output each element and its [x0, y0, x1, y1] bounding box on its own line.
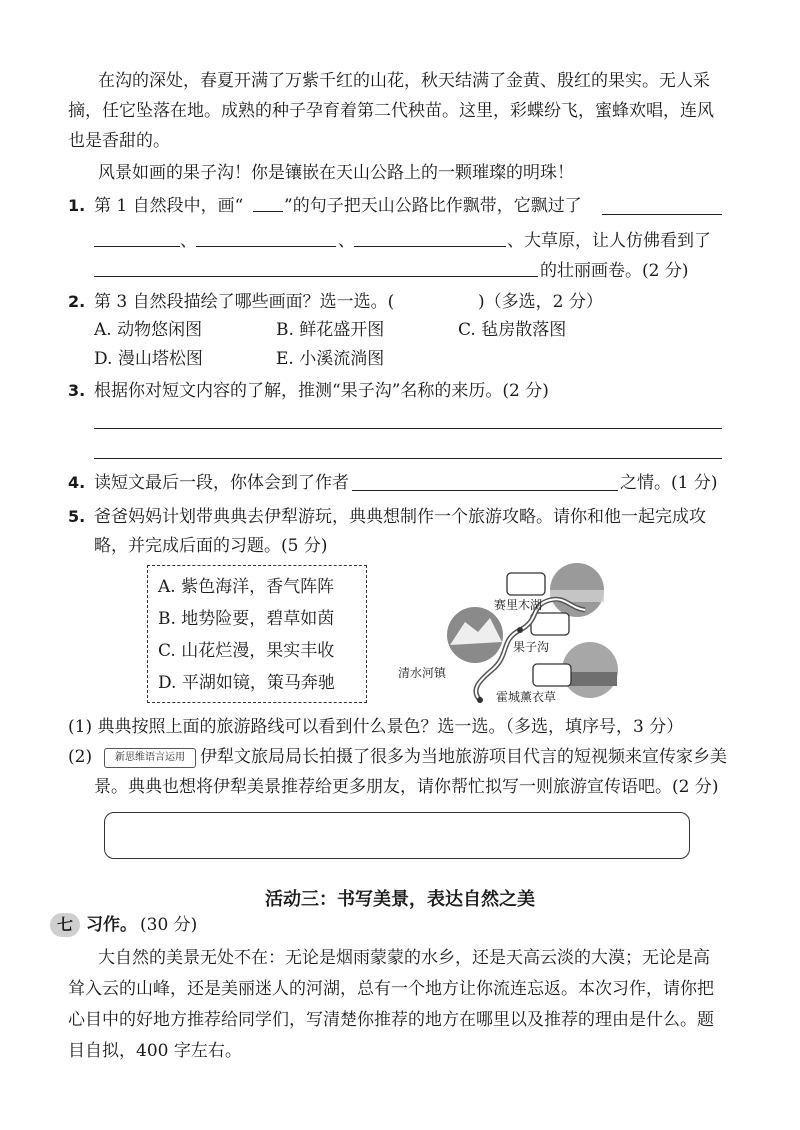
- prompt-line: 大自然的美景无处不在：无论是烟雨蒙蒙的水乡，还是天高云淡的大漠；无论是高: [98, 948, 710, 968]
- answer-blank[interactable]: [94, 276, 538, 277]
- map-label-qingshuihe: 清水河镇: [398, 666, 447, 680]
- answer-box[interactable]: [533, 664, 571, 686]
- map-label-huocheng: 霍城薰衣草: [496, 690, 557, 704]
- option-a[interactable]: A. 动物悠闲图: [94, 320, 203, 340]
- sub-question-2: 伊犁文旅局局长拍摄了很多为当地旅游项目代言的短视频来宣传家乡美: [200, 747, 727, 767]
- prompt-line: 心目中的好地方推荐给同学们，写清楚你推荐的地方在哪里以及推荐的理由是什么。题: [68, 1010, 714, 1030]
- answer-box[interactable]: [507, 573, 545, 595]
- separator: 、: [180, 231, 197, 251]
- question-text: 第 3 自然段描绘了哪些画面？选一选。(: [94, 292, 395, 312]
- option-c[interactable]: C. 毡房散落图: [458, 320, 567, 340]
- scenery-option-c: C. 山花烂漫，果实丰收: [158, 641, 335, 661]
- separator: 、: [338, 231, 355, 251]
- map-label-guozigou: 果子沟: [513, 640, 550, 654]
- answer-blank[interactable]: [352, 490, 618, 491]
- sub-question-2: 景。典典也想将伊犁美景推荐给更多朋友，请你帮忙拟写一则旅游宣传语吧。(2 分): [94, 777, 719, 797]
- scenery-option-b: B. 地势险要，碧草如茵: [158, 609, 335, 629]
- option-e[interactable]: E. 小溪流淌图: [276, 349, 385, 369]
- question-text[interactable]: )（多选，2 分）: [478, 292, 603, 312]
- slogan-answer-box[interactable]: [104, 812, 690, 859]
- sub-question-1: (1) 典典按照上面的旅游路线可以看到什么景色？选一选。（多选，填序号，3 分）: [68, 717, 684, 737]
- prompt-line: 耸入云的山峰，还是美丽迷人的河湖，总有一个地方让你流连忘返。本次习作，请你把: [68, 979, 714, 999]
- section-score: (30 分): [140, 915, 198, 935]
- question-number: 5.: [68, 507, 86, 526]
- scenery-option-d: D. 平湖如镜，策马奔驰: [158, 673, 335, 693]
- answer-blank[interactable]: [94, 246, 180, 247]
- question-text: 略，并完成后面的习题。(5 分): [94, 536, 328, 556]
- answer-line[interactable]: [94, 428, 722, 429]
- option-d[interactable]: D. 漫山塔松图: [94, 349, 203, 369]
- question-number: 3.: [68, 381, 86, 400]
- question-text: 、大草原，让人仿佛看到了: [507, 231, 711, 251]
- answer-line[interactable]: [94, 458, 722, 459]
- activity-heading: 活动三：书写美景，表达自然之美: [265, 889, 535, 910]
- question-text: 根据你对短文内容的了解，推测“果子沟”名称的来历。(2 分): [94, 381, 549, 401]
- answer-blank[interactable]: [354, 246, 506, 247]
- question-text: 第 1 自然段中，画“: [94, 196, 244, 216]
- option-b[interactable]: B. 鲜花盛开图: [276, 320, 385, 340]
- passage-line: 在沟的深处，春夏开满了万紫千红的山花，秋天结满了金黄、殷红的果实。无人采: [98, 71, 710, 91]
- scenery-options-box: [147, 565, 367, 703]
- question-text: 之情。(1 分): [620, 473, 718, 493]
- question-number: 2.: [68, 292, 86, 311]
- answer-blank[interactable]: [196, 246, 336, 247]
- question-text: 的壮丽画卷。(2 分): [540, 261, 689, 281]
- question-number: 4.: [68, 473, 86, 492]
- passage-line: 也是香甜的。: [68, 131, 170, 151]
- question-text: ”的句子把天山公路比作飘带，它飘过了: [284, 196, 582, 216]
- question-number: 1.: [68, 196, 86, 215]
- scenery-option-a: A. 紫色海洋，香气阵阵: [158, 577, 335, 597]
- question-text: 读短文最后一段，你体会到了作者: [94, 473, 349, 493]
- sub-question-number: (2): [68, 747, 93, 767]
- new-thinking-tag: 新思维语言运用: [104, 748, 196, 768]
- passage-line: 风景如画的果子沟！你是镶嵌在天山公路上的一颗璀璨的明珠！: [98, 163, 574, 183]
- section-badge: 七: [50, 913, 80, 937]
- prompt-line: 目自拟，400 字左右。: [68, 1041, 242, 1061]
- section-title: 习作。: [86, 915, 137, 935]
- answer-blank[interactable]: [602, 214, 722, 215]
- blank-line[interactable]: [253, 211, 283, 212]
- passage-line: 摘，任它坠落在地。成熟的种子孕育着第二代秧苗。这里，彩蝶纷飞，蜜蜂欢唱，连风: [68, 101, 714, 121]
- question-text: 爸爸妈妈计划带典典去伊犁游玩，典典想制作一个旅游攻略。请你和他一起完成攻: [94, 507, 706, 527]
- answer-box[interactable]: [531, 613, 569, 635]
- map-label-sailimu: 赛里木湖: [494, 598, 543, 612]
